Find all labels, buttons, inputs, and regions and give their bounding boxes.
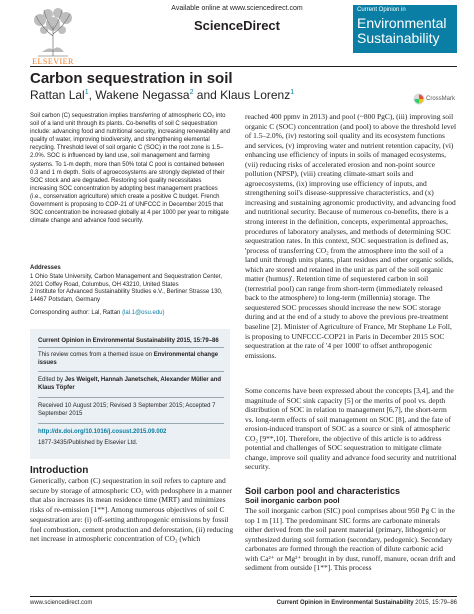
sciencedirect-brand[interactable]: ScienceDirect	[194, 18, 280, 33]
footer-volume: 2015, 15:79–86	[413, 600, 457, 606]
edited-by-prefix: Edited by	[38, 377, 65, 383]
themed-issue-prefix: This review comes from a themed issue on	[38, 352, 154, 358]
body-paragraph-2: Some concerns have been expressed about the concepts [3,4], and the magnitude of SOC sink capacity [5] or the merits of pool vs. depth distribution of SOC in relation to management [6,7], the short-term vs. long-term effects of soil management on SOC [8], and the fate of erosion-induced transport of SOC as a source or sink of atmospheric CO₂ [9**,10]. Therefore, the objective of this article is to address potential and challenges of SOC sequestration to mitigate climate change, improve soil quality and advance food security and nutritional security.	[245, 386, 457, 472]
info-divider	[38, 347, 224, 348]
author-name: Wakene Negassa	[95, 88, 190, 102]
introduction-text: Generically, carbon (C) sequestration in soil refers to capture and secure by storage of atmospheric CO₂ with pedosphere in a manner that also increases its mean residence time (MRT) and minimizes risks of re-emission [1**]. Among numerous objectives of soil C sequestration are: (i) off-setting anthropogenic emissions by fossil fuel combustion, cement production and deforestation, (ii) reducing net increase in atmospheric concentration of CO₂ (which	[30, 476, 234, 544]
affiliation-marker[interactable]: 1	[290, 89, 295, 96]
addresses-heading: Addresses	[30, 265, 61, 271]
address-2: 2 Institute for Advanced Sustainability Studies e.V., Berliner Strasse 130, 14467 Potsdam, Germany	[30, 289, 223, 303]
footer-citation	[277, 600, 457, 606]
journal-badge-top: Current Opinion in	[357, 7, 406, 13]
affiliation-marker[interactable]: 1	[84, 89, 89, 96]
affiliation-marker[interactable]: 2	[189, 89, 194, 96]
author-name: Klaus Lorenz	[220, 88, 291, 102]
footer-website[interactable]: www.sciencedirect.com	[30, 600, 93, 606]
themed-issue-link[interactable]: Environmental change issues	[38, 352, 219, 366]
address-1: 1 Ohio State University, Carbon Management and Sequestration Center, 2021 Coffey Road, Columbus, OH 43210, United States	[30, 274, 222, 288]
corresponding-label: Corresponding author: Lal, Rattan	[30, 310, 121, 316]
footer-journal: Current Opinion in Environmental Sustainability	[276, 600, 414, 606]
crossmark-button[interactable]	[411, 90, 459, 110]
crossmark-icon	[413, 93, 425, 105]
abstract: Soil carbon (C) sequestration implies transferring of atmospheric CO₂ into soil of a land unit through its plants. Co-benefits of soil C sequestration include: advancing food and nutritional security, increasing renewability and quality of water, improving biodiversity, and strengthening elemental recycling. Threshold level of soil organic C (SOC) in the root zone is 1.5–2.0%. SOC is influenced by land use, soil management and farming systems. To 1-m depth, more than 50% total C pool is contained between 0.3 and 1 m depth. Soils of agroecosystems are strongly depleted of their SOC stock and are degraded. Restoring soil quality necessitates increasing SOC concentration by adopting best management practices (i.e., conservation agriculture) which create a positive C budget. French Government is proposing to COP-21 of UNFCCC in December 2015 that SOC concentration be increased globally at 4 per 1000 per year to mitigate climate change and advance food security.	[30, 113, 231, 225]
publisher-name: ELSEVIER	[32, 57, 74, 66]
corresponding-email-link[interactable]: (lal.1@osu.edu)	[122, 310, 165, 316]
section-heading: Soil carbon pool and characteristics	[245, 486, 401, 496]
article-info-box	[30, 329, 230, 459]
themed-issue	[38, 351, 224, 367]
edited-by	[38, 376, 224, 392]
crossmark-label: CrossMark	[426, 96, 456, 102]
body-paragraph-1: reached 400 ppmv in 2013) and pool (~800 PgC), (iii) improving soil organic C (SOC) concentration (and pool) to above the threshold level of 1.5–2.0%, (iv) restoring soil quality and its ecosystem functions and services, (v) improving water and nutrient retention capacity, (vi) enhancing use efficiency of inputs in soils of managed ecosystems, (vii) reducing risks of accelerated erosion and non-point source pollution (NPSP), (viii) creating climate-smart soils and agroecosystems, (ix) improving use efficiency of inputs, and strengthening soil's disease-suppressive characteristics, and (x) increasing and sustaining agronomic productivity, and advancing food and nutritional security. Because of numerous co-benefits, there is a strong interest in the definition, concepts, experimental approaches, procedures of laboratory analyses, and methods of determining SOC sequestration rates. In this context, SOC sequestration is defined as, 'process of transferring CO₂ from the atmosphere into the soil of a land unit through units plants, plant residues and other organic solids, which are stored and retained in the unit as part of the soil organic matter (humus)'. Retention time of sequestered carbon in soil (terrestrial pool) can range from short-term (immediately released back to the atmosphere) to long-term (millennia) storage. The sequestered SOC processes should increase the new SOC storage during and at the end of a study to above the previous pre-treatment baseline [2]. Minister of Agriculture of France, Mr Stephane Le Foll, is proposing to UNFCCC-COP21 in Paris in December 2015 SOC sequestration at the rate of '4 per 1000' to offset anthropogenic emissions.	[245, 112, 457, 360]
doi-link[interactable]: http://dx.doi.org/10.1016/j.cosust.2015.09.002	[38, 429, 167, 435]
article-title: Carbon sequestration in soil	[30, 70, 233, 87]
article-dates: Received 10 August 2015; Revised 3 September 2015; Accepted 7 September 2015	[38, 403, 216, 417]
issn-line: 1877-3435/Published by Elsevier Ltd.	[38, 440, 138, 446]
body-paragraph-3: The soil inorganic carbon (SIC) pool comprises about 950 Pg C in the top 1 m [11]. The predominant SIC forms are carbonate minerals either derived from the soil parent material (primary, lithogenic) or synthesized during soil formation (secondary, pedogenic). Secondary carbonates are formed through the reaction of dilute carbonic acid with Ca²⁺ or Mg²⁺ brought in by dust, runoff, manure, ocean drift and sediment from outside [1**]. This process	[245, 506, 456, 573]
author-list: Rattan Lal$^1$, Wakene Negassa$^2$ and Klaus Lorenz$^1$	[30, 88, 295, 102]
introduction-heading: Introduction	[30, 465, 89, 476]
subsection-heading: Soil inorganic carbon pool	[245, 496, 340, 505]
corresponding-author	[30, 310, 230, 316]
journal-badge-line1: Environmental	[357, 15, 447, 31]
journal-badge	[353, 5, 457, 53]
info-divider	[38, 397, 224, 398]
info-divider	[38, 423, 224, 424]
journal-badge-line2: Sustainability	[357, 30, 440, 46]
editors: Jes Weigelt, Hannah Janetschek, Alexander Müller and Klaus Töpfer	[38, 377, 222, 391]
available-online-text[interactable]: Available online at www.sciencedirect.com	[171, 5, 303, 12]
header-divider	[30, 66, 457, 67]
footer-divider	[30, 596, 457, 597]
addresses	[30, 274, 230, 304]
author-name: Rattan Lal	[30, 88, 85, 102]
info-divider	[38, 371, 224, 372]
journal-citation: Current Opinion in Environmental Sustainability 2015, 15:79–86	[38, 338, 219, 344]
